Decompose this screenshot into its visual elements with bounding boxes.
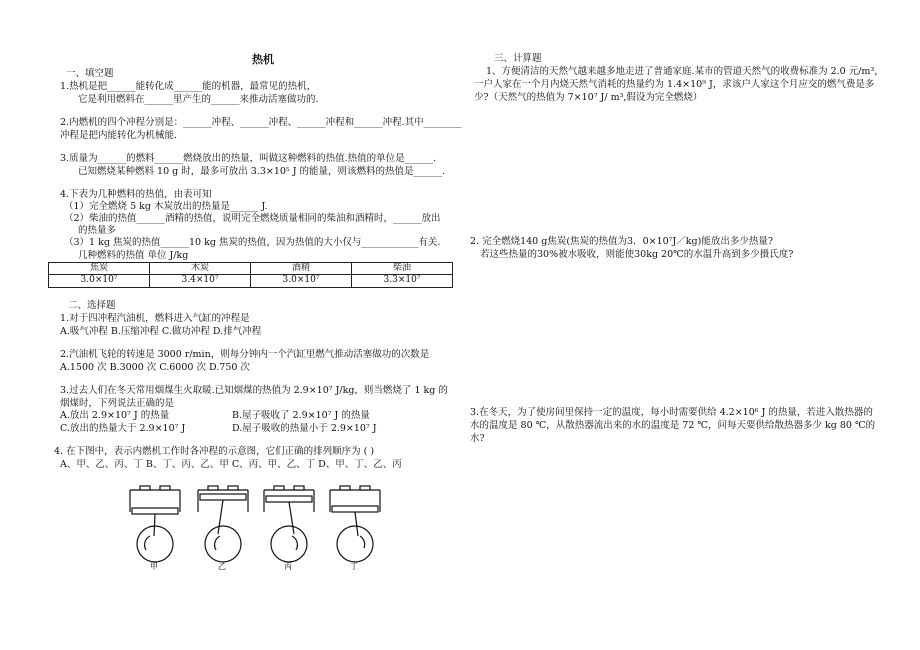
cylinder-jia-icon — [130, 486, 180, 562]
choice-3-option-a: A.放出 2.9×10⁷ J 的热量 — [60, 410, 170, 421]
problem-3-line-1: 3.在冬天，为了使房间里保持一定的温度，每小时需要供给 4.2×10⁶ J 的热量，若进入散热器的 — [470, 407, 873, 418]
cylinder-ding-icon — [330, 486, 380, 562]
choice-3-option-c: C.放出的热量大于 2.9×10⁷ J — [60, 423, 186, 434]
choice-2-options: A.1500 次 B.3000 次 C.6000 次 D.750 次 — [60, 362, 250, 373]
question-2-line-1: 2.内燃机的四个冲程分别是：______冲程、______冲程、______冲程和______冲程.其中________ — [60, 117, 462, 128]
choice-3-line-1: 3.过去人们在冬天常用烟煤生火取暖.已知烟煤的热值为 2.9×10⁷ J/kg，则当燃烧了 1 kg 的 — [60, 385, 448, 396]
choice-2-question: 2.汽油机飞轮的转速是 3000 r/min，则每分钟内一个汽缸里燃气推动活塞做功的次数是 — [60, 349, 430, 360]
question-2-line-2: 冲程是把内能转化为机械能. — [60, 130, 178, 141]
cylinder-bing-icon — [264, 486, 314, 562]
section-heading-calculation: 三、计算题 — [494, 53, 542, 64]
table-header-cell: 木炭 — [150, 263, 251, 275]
engine-strokes-diagram — [128, 482, 388, 578]
page-title: 热机 — [252, 53, 274, 66]
table-header-cell: 酒精 — [251, 263, 352, 275]
question-4-line-3: （2）柴油的热值______酒精的热值，说明完全燃烧质量相同的柴油和酒精时，______放出 — [64, 213, 441, 224]
table-cell: 3.4×10⁷ — [150, 275, 251, 287]
table-cell: 3.0×10⁷ — [49, 275, 150, 287]
choice-4-question: 4. 在下图中，表示内燃机工作时各冲程的示意图，它们正确的排列顺序为 ( ) — [54, 446, 375, 457]
diagram-label-jia: 甲 — [150, 562, 158, 571]
problem-3-line-3: 水? — [470, 433, 485, 444]
problem-1-line-1: 1、方便清洁的天然气越来越多地走进了普通家庭.某市的管道天然气的收费标准为 2.0 元/m³， — [486, 66, 884, 77]
section-heading-choice: 二、选择题 — [68, 300, 116, 311]
question-1-line-2: 它是利用燃料在______里产生的______来推动活塞做功的. — [78, 94, 319, 105]
section-heading-fill-blank: 一、填空题 — [66, 68, 114, 79]
table-caption: 几种燃料的热值 单位 J/kg — [78, 250, 189, 261]
question-3-line-1: 3.质量为______的燃料______燃烧放出的热量，叫做这种燃料的热值.热值的单位是______. — [60, 153, 437, 164]
fuel-heat-value-table — [48, 262, 453, 288]
choice-3-option-d: D.屋子吸收的热量小于 2.9×10⁷ J — [232, 423, 377, 434]
diagram-label-ding: 丁 — [350, 562, 358, 571]
choice-3-line-2: 烟煤时，下列说法正确的是 — [60, 398, 175, 409]
problem-1-line-3: 少?（天然气的热值为 7×10⁷ J/ m³,假设为完全燃烧） — [474, 92, 703, 103]
table-cell: 3.0×10⁷ — [251, 275, 352, 287]
table-header-cell: 柴油 — [352, 263, 453, 275]
cylinder-yi-icon — [198, 486, 248, 562]
table-cell: 3.3×10⁷ — [352, 275, 453, 287]
problem-3-line-2: 水的温度是 80 ℃，从散热器流出来的水的温度是 72 ℃，问每天要供给散热器多少 kg 80 ℃的 — [470, 420, 876, 431]
diagram-label-yi: 乙 — [218, 562, 226, 571]
problem-1-line-2: 一户人家在一个月内烧天然气消耗的热量约为 1.4×10⁹ J，求该户人家这个月应交的燃气费是多 — [474, 79, 875, 90]
diagram-label-bing: 丙 — [284, 562, 292, 571]
question-3-line-2: 已知燃烧某种燃料 10 g 时，最多可放出 3.3×10⁵ J 的能量，则该燃料的热值是______. — [78, 166, 446, 177]
problem-2-line-1: 2. 完全燃烧140 g焦炭(焦炭的热值为3．0×10⁷J／kg)能放出多少热量? — [470, 236, 773, 247]
table-header-cell: 焦炭 — [49, 263, 150, 275]
choice-4-options: A、甲、乙、丙、丁 B、丁、丙、乙、甲 C、丙、甲、乙、丁 D、甲、丁、乙、丙 — [60, 459, 402, 470]
question-4-line-4: 的热量多 — [78, 225, 117, 236]
choice-1-question: 1.对于四冲程汽油机，燃料进入气缸的冲程是 — [60, 313, 250, 324]
question-4-line-1: 4.下表为几种燃料的热值，由表可知 — [60, 189, 212, 200]
choice-3-option-b: B.屋子吸收了 2.9×10⁷ J 的热量 — [232, 410, 370, 421]
choice-1-options: A.吸气冲程 B.压缩冲程 C.做功冲程 D.排气冲程 — [60, 326, 262, 337]
problem-2-line-2: 若这些热量的30%被水吸收，则能使30kg 20℃的水温升高到多少摄氏度? — [480, 249, 794, 260]
question-4-line-2: （1）完全燃烧 5 kg 木炭放出的热量是______ J. — [64, 201, 268, 212]
table-row — [49, 275, 453, 287]
question-1-line-1: 1.热机是把______能转化成______能的机器，最常见的热机， — [60, 81, 317, 92]
table-header-row — [49, 263, 453, 275]
question-4-line-5: （3）1 kg 焦炭的热值______10 kg 焦炭的热值，因为热值的大小仅与____________有关. — [64, 237, 441, 248]
